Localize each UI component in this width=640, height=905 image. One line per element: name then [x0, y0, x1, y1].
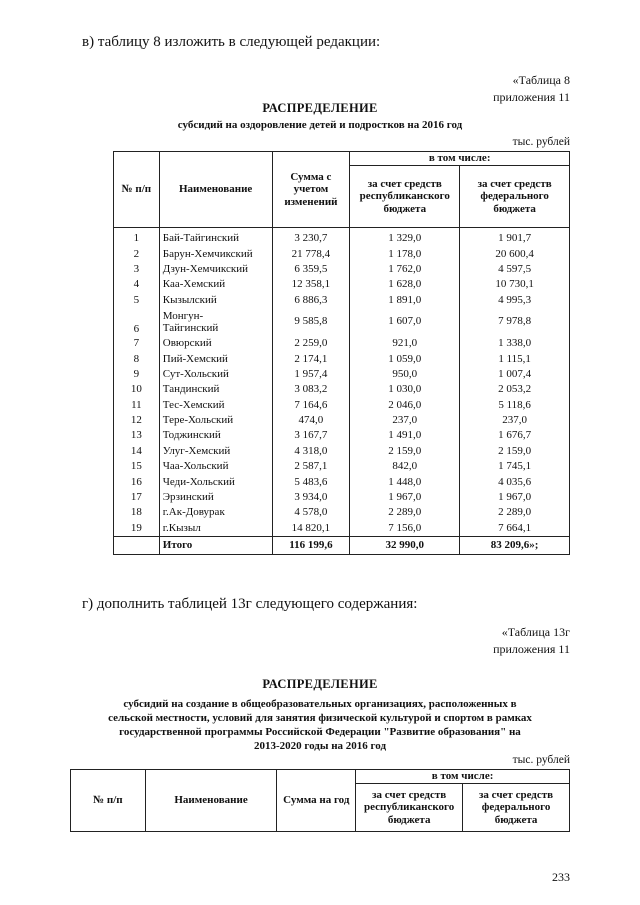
table-row — [114, 521, 570, 537]
row-federal: 4 035,6 — [460, 474, 570, 489]
total-label: Итого — [159, 537, 272, 555]
row-sum: 3 230,7 — [272, 228, 350, 247]
row-federal: 7 978,8 — [460, 308, 570, 336]
table13g-header-name: Наименование — [145, 770, 277, 832]
table-row — [114, 336, 570, 351]
row-sum: 5 483,6 — [272, 474, 350, 489]
table8-header-name: Наименование — [159, 152, 272, 228]
row-sum: 474,0 — [272, 413, 350, 428]
row-regional: 237,0 — [350, 413, 460, 428]
row-name: Кызылский — [159, 293, 272, 308]
table13g-header-including: в том числе: — [356, 770, 570, 784]
row-number: 13 — [114, 428, 160, 443]
table8-header-federal: за счет средств федерального бюджета — [460, 166, 570, 228]
table-row — [114, 293, 570, 308]
row-sum: 3 083,2 — [272, 382, 350, 397]
row-name: Пий-Хемский — [159, 351, 272, 366]
row-name: Тоджинский — [159, 428, 272, 443]
table13g-units: тыс. рублей — [512, 754, 570, 766]
table13g-title: РАСПРЕДЕЛЕНИЕ — [262, 677, 378, 691]
row-number: 8 — [114, 351, 160, 366]
row-number: 11 — [114, 398, 160, 413]
row-sum: 12 358,1 — [272, 277, 350, 292]
row-number: 2 — [114, 246, 160, 261]
row-regional: 1 891,0 — [350, 293, 460, 308]
row-federal: 2 159,0 — [460, 444, 570, 459]
row-sum: 21 778,4 — [272, 246, 350, 261]
table-row — [114, 351, 570, 366]
row-sum: 4 578,0 — [272, 505, 350, 520]
row-federal: 2 289,0 — [460, 505, 570, 520]
row-number: 9 — [114, 367, 160, 382]
table-row — [114, 228, 570, 247]
table13g-subtitle-line3: государственной программы Российской Федерации "Развитие образования" на — [119, 726, 521, 738]
table8-header-num: № п/п — [114, 152, 160, 228]
table8-heading — [70, 101, 570, 132]
row-federal: 4 597,5 — [460, 262, 570, 277]
row-number: 16 — [114, 474, 160, 489]
table8 — [113, 151, 570, 555]
row-regional: 2 159,0 — [350, 444, 460, 459]
row-sum: 2 174,1 — [272, 351, 350, 366]
row-number: 6 — [114, 308, 160, 336]
row-sum: 3 934,0 — [272, 490, 350, 505]
table13g-subtitle-line1: субсидий на создание в общеобразовательных организациях, расположенных в — [123, 698, 517, 710]
table13g-header-sum: Сумма на год — [277, 770, 356, 832]
row-regional: 2 289,0 — [350, 505, 460, 520]
row-name: Тере-Хольский — [159, 413, 272, 428]
total-number-cell — [114, 537, 160, 555]
table-row — [114, 308, 570, 336]
row-federal: 20 600,4 — [460, 246, 570, 261]
table13g-ref-line1: «Таблица 13г — [501, 625, 570, 639]
row-number: 7 — [114, 336, 160, 351]
row-regional: 7 156,0 — [350, 521, 460, 537]
row-regional: 1 178,0 — [350, 246, 460, 261]
row-sum: 6 359,5 — [272, 262, 350, 277]
total-federal: 83 209,6»; — [460, 537, 570, 555]
row-regional: 842,0 — [350, 459, 460, 474]
row-regional: 1 628,0 — [350, 277, 460, 292]
table13g-header-federal: за счет средств федерального бюджета — [463, 784, 570, 832]
row-sum: 14 820,1 — [272, 521, 350, 537]
row-name: Барун-Хемчикский — [159, 246, 272, 261]
row-federal: 1 115,1 — [460, 351, 570, 366]
row-federal: 1 007,4 — [460, 367, 570, 382]
table13g-subtitle-line4: 2013-2020 годы на 2016 год — [253, 740, 387, 752]
total-regional: 32 990,0 — [350, 537, 460, 555]
table8-ref-line2: приложения 11 — [493, 90, 570, 104]
row-sum: 6 886,3 — [272, 293, 350, 308]
table8-ref-line1: «Таблица 8 — [512, 73, 570, 87]
row-name: Овюрский — [159, 336, 272, 351]
row-regional: 1 607,0 — [350, 308, 460, 336]
row-regional: 1 030,0 — [350, 382, 460, 397]
row-name: Эрзинский — [159, 490, 272, 505]
table8-title: РАСПРЕДЕЛЕНИЕ — [262, 101, 378, 115]
row-sum: 7 164,6 — [272, 398, 350, 413]
row-name: Дзун-Хемчикский — [159, 262, 272, 277]
row-federal: 1 967,0 — [460, 490, 570, 505]
row-number: 3 — [114, 262, 160, 277]
row-name: Чаа-Хольский — [159, 459, 272, 474]
row-federal: 2 053,2 — [460, 382, 570, 397]
row-name: Тес-Хемский — [159, 398, 272, 413]
row-name: Каа-Хемский — [159, 277, 272, 292]
row-number: 18 — [114, 505, 160, 520]
table8-header-including: в том числе: — [350, 152, 570, 166]
row-name-line2: Тайгинский — [162, 321, 219, 334]
row-federal: 5 118,6 — [460, 398, 570, 413]
table8-total-row — [114, 537, 570, 555]
row-regional: 1 059,0 — [350, 351, 460, 366]
row-sum: 2 259,0 — [272, 336, 350, 351]
table13g-subtitle-line2: сельской местности, условий для занятия физической культурой и спортом в рамках — [108, 712, 532, 724]
row-regional: 1 329,0 — [350, 228, 460, 247]
row-number: 14 — [114, 444, 160, 459]
table13g-heading — [70, 677, 570, 753]
row-number: 12 — [114, 413, 160, 428]
row-federal: 237,0 — [460, 413, 570, 428]
row-name: г.Кызыл — [159, 521, 272, 537]
table-row — [114, 246, 570, 261]
table-row — [114, 444, 570, 459]
row-name: Бай-Тайгинский — [159, 228, 272, 247]
row-number: 10 — [114, 382, 160, 397]
row-number: 17 — [114, 490, 160, 505]
table-row — [114, 459, 570, 474]
table-row — [114, 428, 570, 443]
row-sum: 2 587,1 — [272, 459, 350, 474]
row-regional: 1 762,0 — [350, 262, 460, 277]
table-row — [114, 398, 570, 413]
table-row — [114, 490, 570, 505]
row-sum: 3 167,7 — [272, 428, 350, 443]
section-g-intro: г) дополнить таблицей 13г следующего содержания: — [82, 596, 418, 612]
row-federal: 10 730,1 — [460, 277, 570, 292]
row-sum: 1 957,4 — [272, 367, 350, 382]
table13g-header-num: № п/п — [71, 770, 146, 832]
row-name: Тандинский — [159, 382, 272, 397]
table-row — [114, 474, 570, 489]
row-name-line1: Монгун- — [162, 309, 204, 322]
row-federal: 4 995,3 — [460, 293, 570, 308]
row-number: 4 — [114, 277, 160, 292]
table13g — [70, 769, 570, 832]
row-federal: 1 901,7 — [460, 228, 570, 247]
row-name: Улуг-Хемский — [159, 444, 272, 459]
table-row — [114, 277, 570, 292]
table-row — [114, 413, 570, 428]
row-regional: 950,0 — [350, 367, 460, 382]
section-v-intro: в) таблицу 8 изложить в следующей редакции: — [82, 34, 381, 50]
row-regional: 2 046,0 — [350, 398, 460, 413]
row-federal: 7 664,1 — [460, 521, 570, 537]
table13g-header-regional: за счет средств республиканского бюджета — [356, 784, 463, 832]
table13g-ref-line2: приложения 11 — [493, 642, 570, 656]
row-number: 1 — [114, 228, 160, 247]
page-number: 233 — [552, 870, 570, 884]
row-name: г.Ак-Довурак — [159, 505, 272, 520]
row-federal: 1 338,0 — [460, 336, 570, 351]
row-regional: 1 491,0 — [350, 428, 460, 443]
table8-header-sum: Сумма с учетом изменений — [272, 152, 350, 228]
row-regional: 1 967,0 — [350, 490, 460, 505]
row-name: Сут-Хольский — [159, 367, 272, 382]
row-regional: 1 448,0 — [350, 474, 460, 489]
row-federal: 1 676,7 — [460, 428, 570, 443]
table-row — [114, 367, 570, 382]
row-federal: 1 745,1 — [460, 459, 570, 474]
row-name — [159, 308, 272, 336]
row-name: Чеди-Хольский — [159, 474, 272, 489]
row-sum: 9 585,8 — [272, 308, 350, 336]
table13g-reference — [493, 624, 570, 658]
table8-header-regional: за счет средств республиканского бюджета — [350, 166, 460, 228]
table8-subtitle: субсидий на оздоровление детей и подростков на 2016 год — [177, 119, 463, 131]
table8-units: тыс. рублей — [512, 136, 570, 148]
table-row — [114, 505, 570, 520]
row-regional: 921,0 — [350, 336, 460, 351]
table-row — [114, 382, 570, 397]
row-number: 19 — [114, 521, 160, 537]
row-number: 5 — [114, 293, 160, 308]
total-sum: 116 199,6 — [272, 537, 350, 555]
row-number: 15 — [114, 459, 160, 474]
table-row — [114, 262, 570, 277]
row-sum: 4 318,0 — [272, 444, 350, 459]
